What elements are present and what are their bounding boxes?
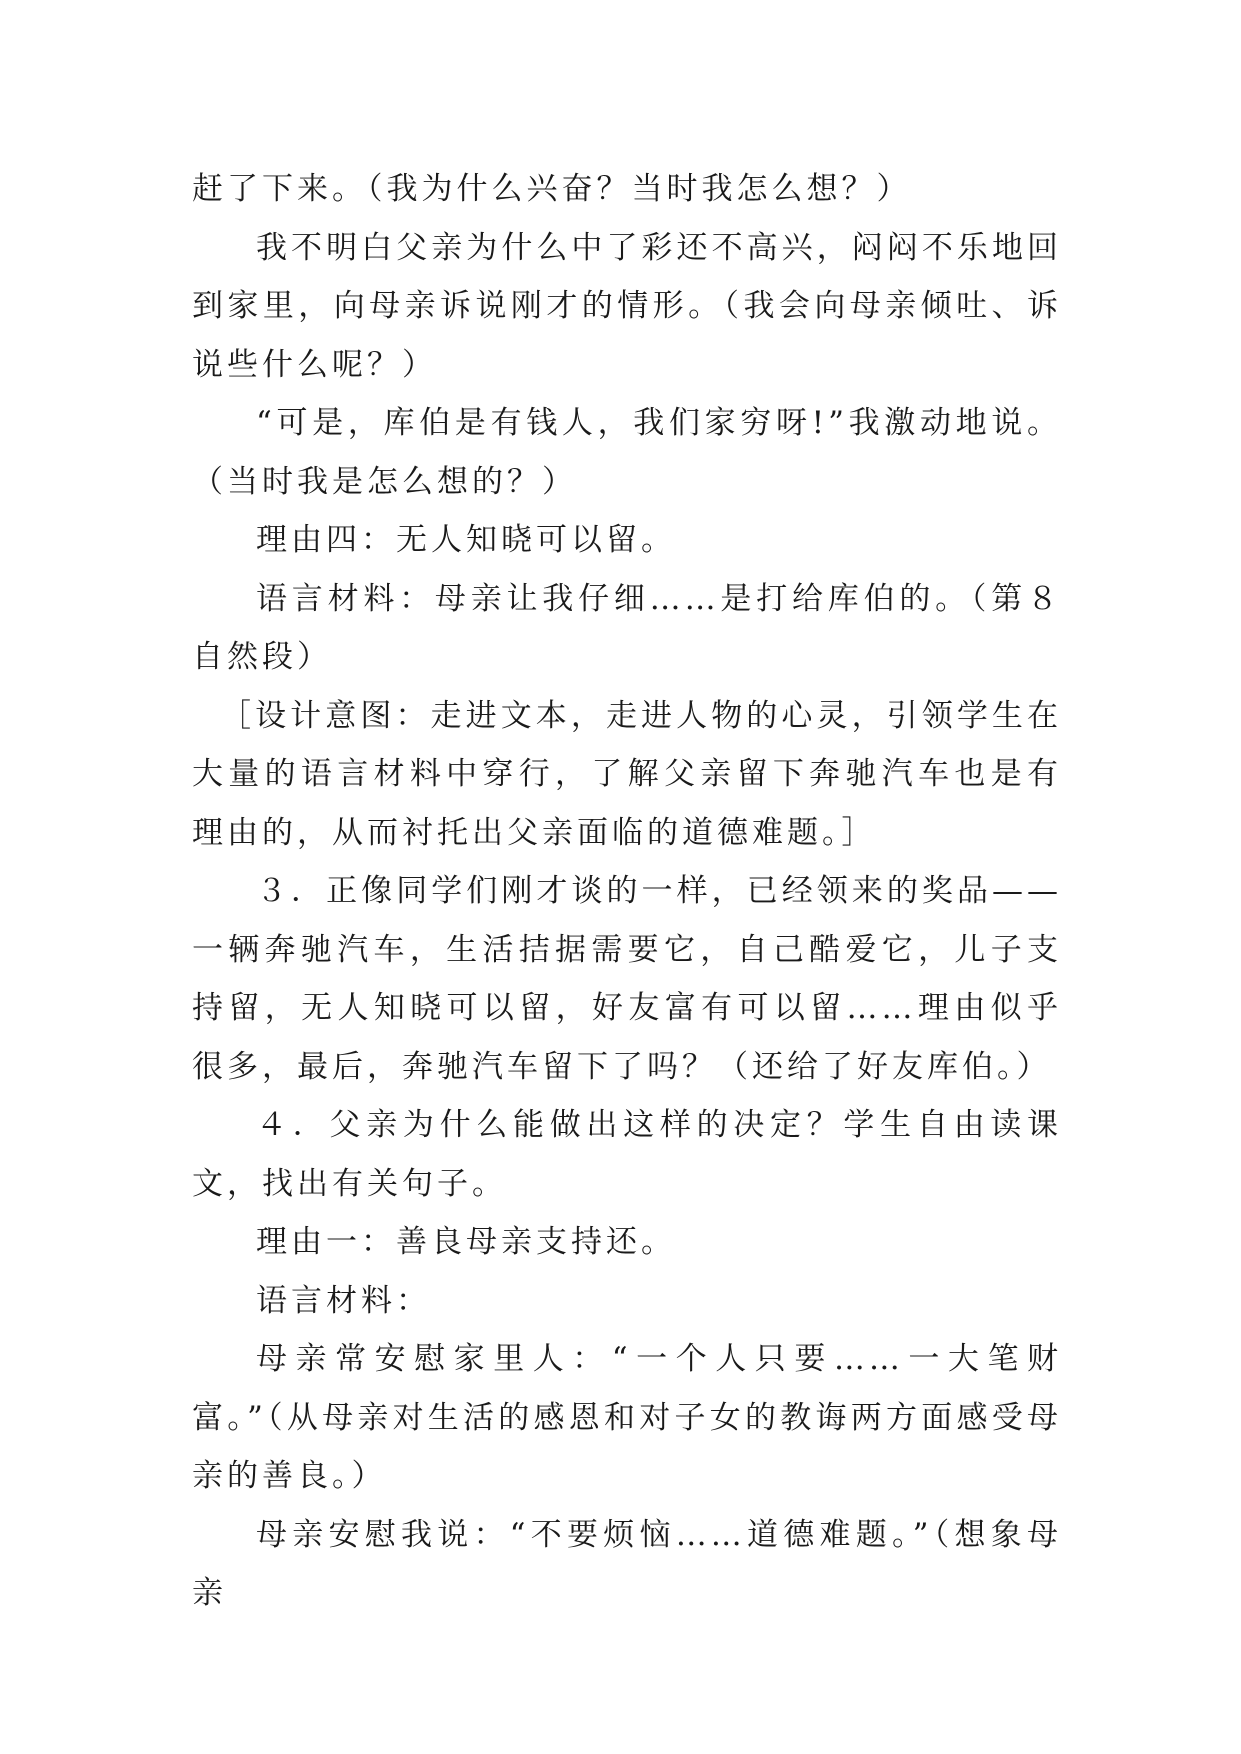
paragraph-design-intent: ［设计意图：走进文本，走进人物的心灵，引领学生在大量的语言材料中穿行，了解父亲留下奔驰汽车也是有理由的，从而衬托出父亲面临的道德难题。］ <box>192 697 1062 851</box>
paragraph-unhappy-father: 我不明白父亲为什么中了彩还不高兴，闷闷不乐地回到家里，向母亲诉说刚才的情形。（我会向母亲倾吐、诉说些什么呢？） <box>192 229 1062 383</box>
paragraph-mother-comfort-family: 母亲常安慰家里人：“一个人只要……一大笔财富。”（从母亲对生活的感恩和对子女的教诲两方面感受母亲的善良。） <box>192 1341 1062 1494</box>
paragraph-step-3: ３．正像同学们刚才谈的一样，已经领来的奖品——一辆奔驰汽车，生活拮据需要它，自己酷爱它，儿子支持留，无人知晓可以留，好友富有可以留……理由似乎很多，最后，奔驰汽车留下了吗？（还给了好友库伯。） <box>192 873 1062 1085</box>
paragraph-mother-comfort-me: 母亲安慰我说：“不要烦恼……道德难题。”（想象母亲 <box>192 1516 1062 1611</box>
paragraph-language-material-1: 语言材料：母亲让我仔细……是打给库伯的。（第８自然段） <box>192 580 1062 675</box>
paragraph-language-material-label: 语言材料： <box>256 1282 431 1319</box>
paragraph-step-4: ４．父亲为什么能做出这样的决定？学生自由读课文，找出有关句子。 <box>192 1107 1062 1202</box>
paragraph-dialogue-rich-poor: “可是，库伯是有钱人，我们家穷呀!”我激动地说。（当时我是怎么想的？） <box>192 405 1062 500</box>
paragraph-reason-one: 理由一：善良母亲支持还。 <box>256 1224 676 1260</box>
paragraph-continuation: 赶了下来。（我为什么兴奋？当时我怎么想？） <box>192 171 912 207</box>
paragraph-reason-four: 理由四：无人知晓可以留。 <box>256 522 676 558</box>
document-body <box>192 160 1062 1623</box>
